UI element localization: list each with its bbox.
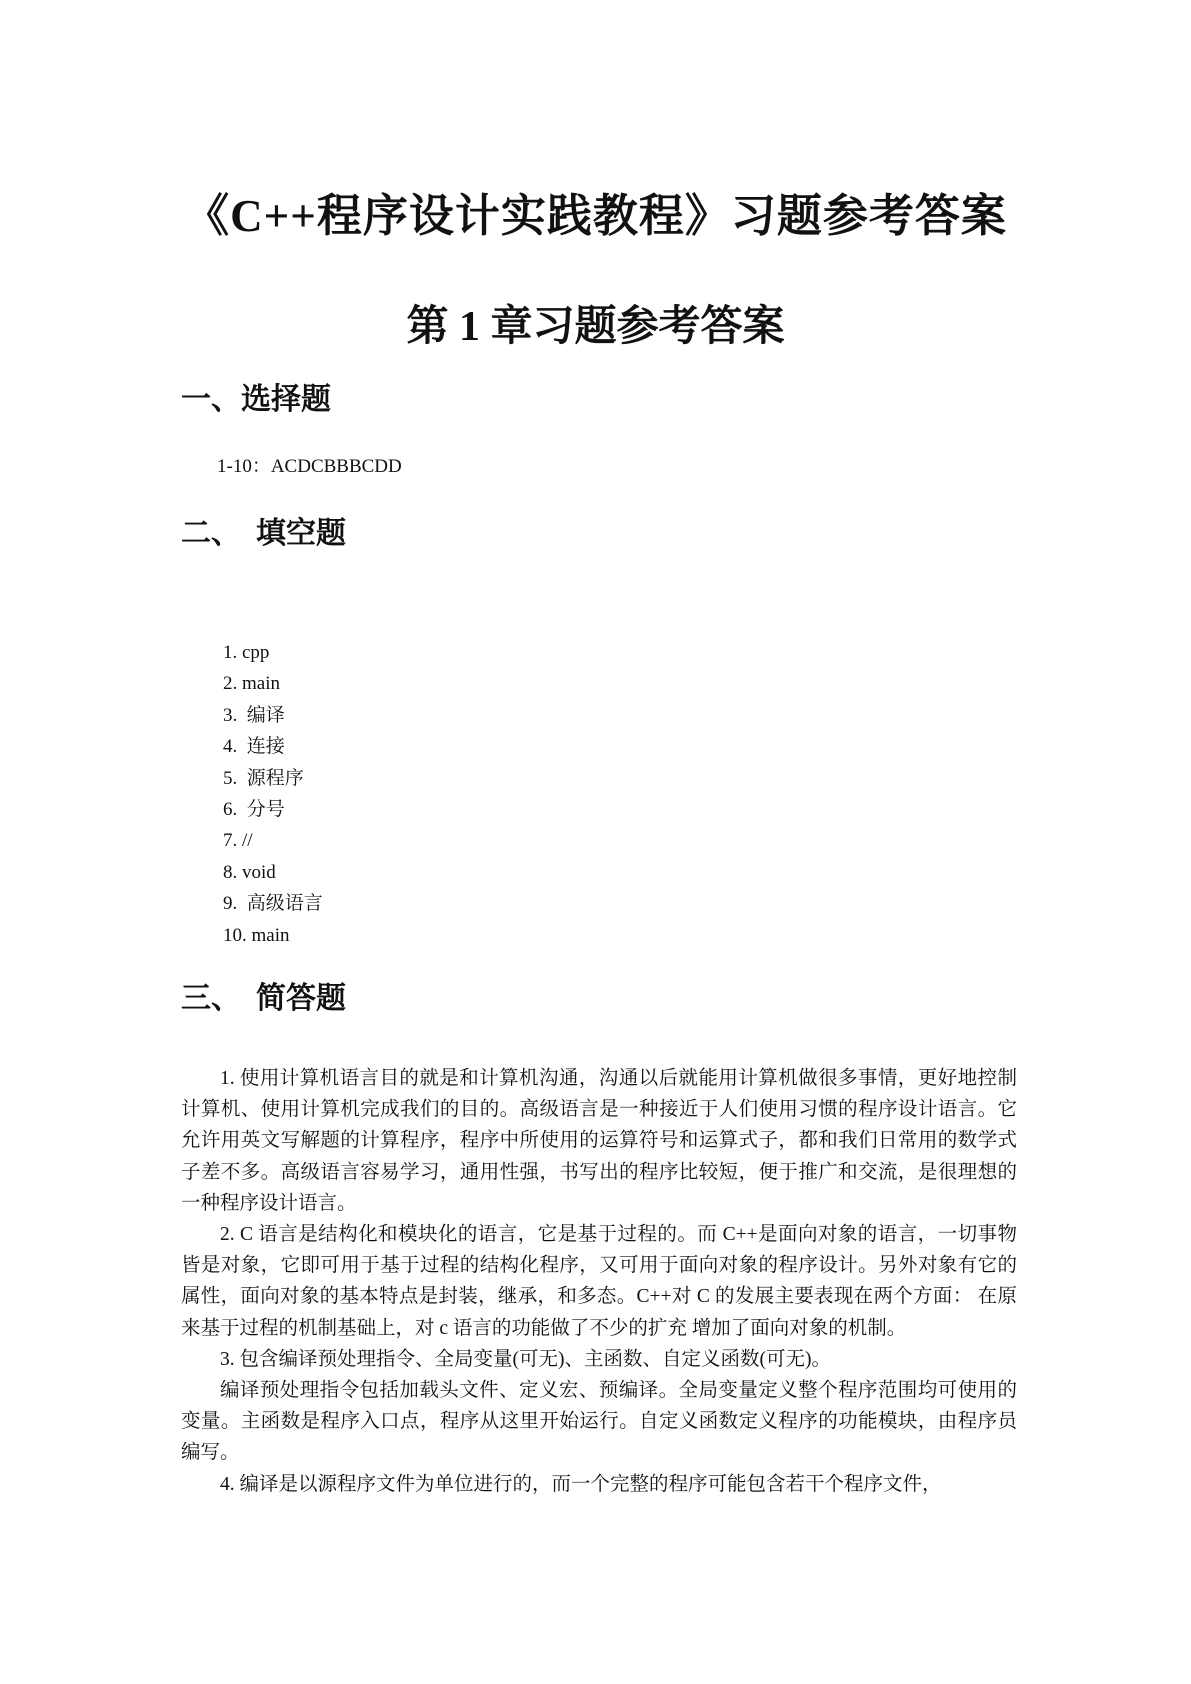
answer-paragraph: 编译预处理指令包括加载头文件、定义宏、预编译。全局变量定义整个程序范围均可使用的变量。主函数是程序入口点，程序从这里开始运行。自定义函数定义程序的功能模块，由程序员编写。 [181,1380,1017,1464]
choice-answers: 1-10：ACDCBBBCDD [217,456,402,477]
answer-paragraph: 3. 包含编译预处理指令、全局变量(可无)、主函数、自定义函数(可无)。 [220,1348,831,1370]
answer-paragraph: 4. 编译是以源程序文件为单位进行的，而一个完整的程序可能包含若干个程序文件， [220,1473,942,1495]
list-item: 8. void [223,861,276,883]
section-heading-fill: 二、 填空题 [181,517,346,550]
list-item: 7. // [223,830,253,852]
fill-answer-list [223,637,323,951]
section-heading-choice: 一、选择题 [181,383,331,416]
list-item: 10. main [223,924,290,946]
list-item: 5. 源程序 [223,767,304,789]
list-item: 2. main [223,673,280,695]
answer-paragraph: 2. C 语言是结构化和模块化的语言，它是基于过程的。而 C++是面向对象的语言，一切事物皆是对象，它即可用于基于过程的结构化程序，又可用于面向对象的程序设计。另外对象有它的属性，面向对象的基本特点是封装，继承，和多态。C++对 C 的发展主要表现在两个方面： 在原来基于过程的机制基础上，对 c 语言的功能做了不少的扩充 增加了面向对象的机制。 [181,1224,1017,1339]
list-item: 6. 分号 [223,798,285,820]
list-item: 1. cpp [223,642,270,663]
section-heading-short-answer: 三、 简答题 [181,982,346,1015]
list-item: 3. 编译 [223,704,285,726]
list-item: 4. 连接 [223,736,285,758]
list-item: 9. 高级语言 [223,893,323,915]
document-title: 《C++程序设计实践教程》习题参考答案 [184,191,1007,241]
short-answer-body [181,1063,1017,1500]
answer-paragraph: 1. 使用计算机语言目的就是和计算机沟通，沟通以后就能用计算机做很多事情，更好地控制计算机、使用计算机完成我们的目的。高级语言是一种接近于人们使用习惯的程序设计语言。它允许用英文写解题的计算程序，程序中所使用的运算符号和运算式子，都和我们日常用的数学式子差不多。高级语言容易学习，通用性强，书写出的程序比较短，便于推广和交流，是很理想的一种程序设计语言。 [181,1068,1017,1214]
chapter-title: 第 1 章习题参考答案 [406,304,785,350]
